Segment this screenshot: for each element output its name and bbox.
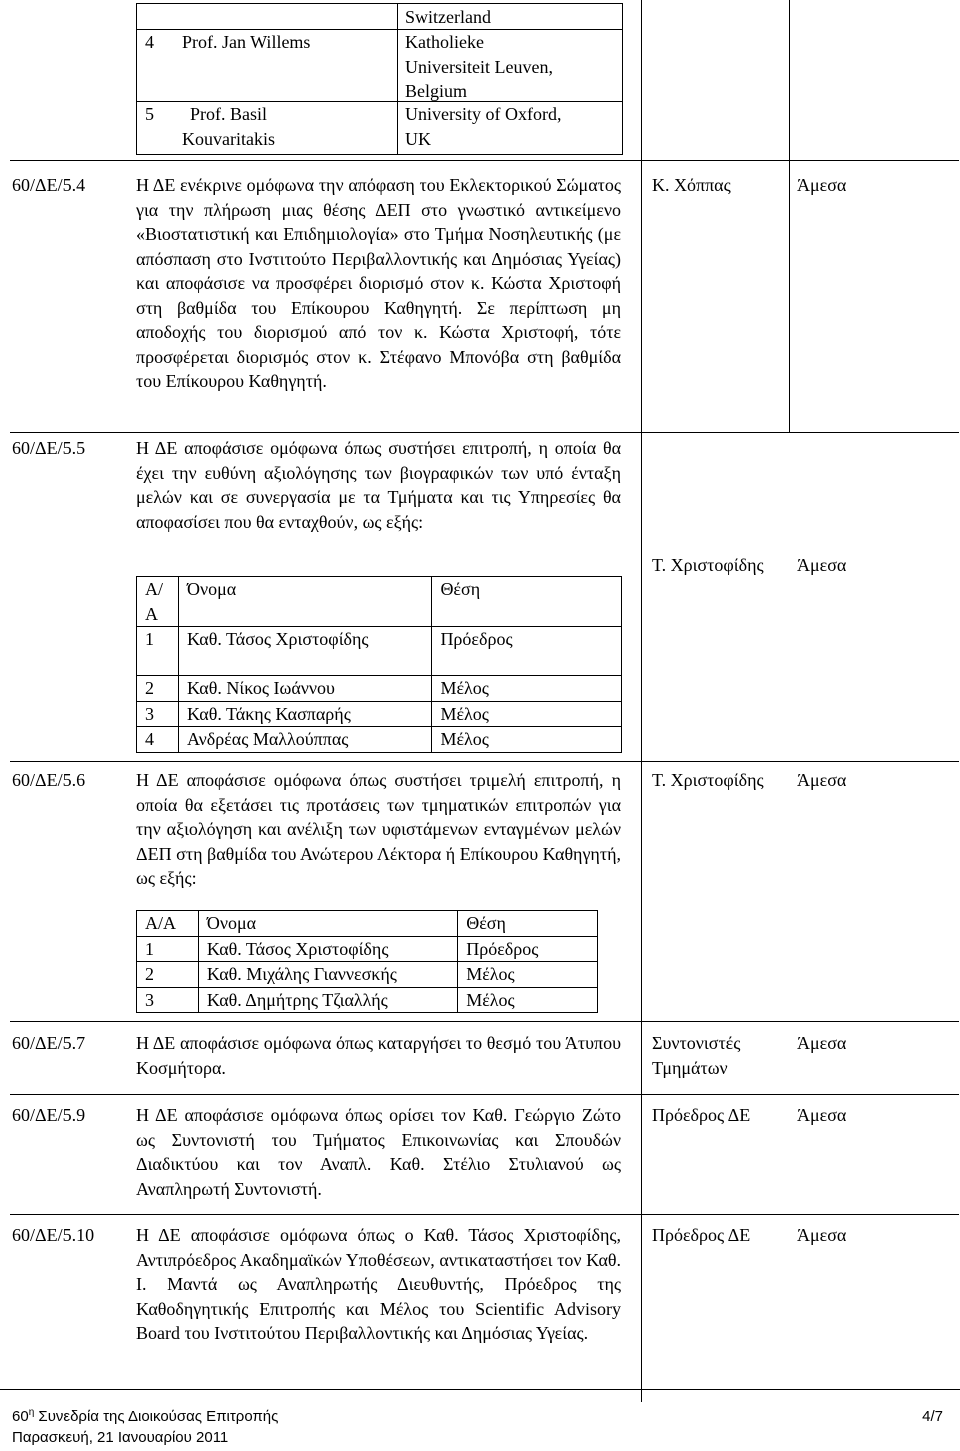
decision-id: 60/ΔΕ/5.5 [12,438,86,458]
table-cell: 3 [137,701,179,727]
table-cell: 2 [137,962,199,988]
table-cell: 1 [137,627,179,676]
table-cell: Καθ. Δημήτρης Τζιαλλής [198,987,457,1013]
decision-id: 60/ΔΕ/5.6 [12,770,86,790]
decision-responsible: Τ. Χριστοφίδης [652,770,764,790]
table-row [137,676,622,702]
table-cell: Πρόεδρος [432,627,622,676]
footer-rule [0,1389,960,1390]
table-row [137,936,598,962]
decision-text: Η ΔΕ αποφάσισε ομόφωνα όπως συστήσει επιτροπή, η οποία θα έχει την ευθύνη αξιολόγησης των βιογραφικών των υπό ένταξη μελών και σε συνεργασία με τα Τμήματα και τις Υπηρεσίες θα αποφασίσει που θα ενταχθούν, ως εξής: [136,438,621,532]
column-divider [641,0,642,1402]
decision-responsible: Τ. Χριστοφίδης [652,555,764,575]
decision-text: Η ΔΕ αποφάσισε ομόφωνα όπως καταργήσει το θεσμό του Άτυπου Κοσμήτορα. [136,1033,621,1078]
header-cell: Α/Α [137,577,179,627]
decision-timing: Άμεσα [797,1105,847,1125]
table-cell: 3 [137,987,199,1013]
committee-table [136,576,622,753]
decision-responsible: Πρόεδρος ΔΕ [652,1105,751,1125]
table-cell: 4 [137,727,179,753]
row-divider [10,1021,959,1022]
header-cell: Θέση [458,911,598,937]
table-cell: Μέλος [458,987,598,1013]
row-divider [10,432,959,433]
decision-text: Η ΔΕ αποφάσισε ομόφωνα όπως ορίσει τον Καθ. Γεώργιο Ζώτο ως Συντονιστή του Τμήματος Επικοινωνίας και Σπουδών Διαδικτύου και τον Αναπλ. Καθ. Στέλιο Στυλιανού ως Αναπληρωτή Συντονιστή. [136,1105,621,1199]
table-cell: 2 [137,676,179,702]
table-cell: Μέλος [432,701,622,727]
table-cell: Μέλος [432,727,622,753]
table-cell: Μέλος [458,962,598,988]
decision-timing: Άμεσα [797,770,847,790]
decision-id: 60/ΔΕ/5.9 [12,1105,86,1125]
row-divider [10,1214,959,1215]
uni-row-num: 5 [145,104,154,124]
table-row [137,962,598,988]
column-divider [789,0,790,432]
decision-text: Η ΔΕ αποφάσισε ομόφωνα όπως συστήσει τριμελή επιτροπή, η οποία θα εξετάσει τις προτάσεις των τμηματικών επιτροπών για την αξιολόγηση και ανέλιξη των υφιστάμενων ενταγμένων μελών ΔΕΠ στη βαθμίδα του Ανώτερου Λέκτορα ή Επίκουρου Καθηγητή, ως εξής: [136,770,621,888]
uni-row-num: 4 [145,32,154,52]
table-cell: Καθ. Νίκος Ιωάννου [178,676,431,702]
footer-date: Παρασκευή, 21 Ιανουαρίου 2011 [12,1429,229,1446]
table-row [137,701,622,727]
table-row [137,987,598,1013]
column-divider [397,3,398,154]
decision-id: 60/ΔΕ/5.4 [12,175,86,195]
row-divider [10,761,959,762]
decision-text: Η ΔΕ ενέκρινε ομόφωνα την απόφαση του Εκλεκτορικού Σώματος για την πλήρωση μιας θέσης ΔΕΠ στο γνωστικό αντικείμενο «Βιοστατιστική και Επιδημιολογία» στο Τμήμα Νοσηλευτικής (με απόσπαση στο Ινστιτούτο Περιβαλλοντικής και Δημόσιας Υγείας) και αποφάσισε να προσφέρει διορισμό στον κ. Κώστα Χριστοφή στη βαθμίδα του Επίκουρου Καθηγητή. Σε περίπτωση μη αποδοχής του διορισμού από τον κ. Κώστα Χριστοφή, τότε προσφέρεται διορισμός στον κ. Στέφανο Μπονόβα στη βαθμίδα του Επίκουρου Καθηγητή. [136,175,621,391]
decision-responsible: Κ. Χόππας [652,175,731,195]
uni-row-name: Prof. Basil Kouvaritakis [182,104,275,149]
table-cell: Καθ. Τάκης Κασπαρής [178,701,431,727]
decision-responsible: Συντονιστές Τμημάτων [652,1033,741,1078]
decision-timing: Άμεσα [797,1033,847,1053]
table-row [137,627,622,676]
decision-id: 60/ΔΕ/5.7 [12,1033,86,1053]
decision-timing: Άμεσα [797,555,847,575]
decision-timing: Άμεσα [797,175,847,195]
table-cell: Μέλος [432,676,622,702]
page-number: 4/7 [922,1408,943,1425]
table-cell: Καθ. Μιχάλης Γιαννεσκής [198,962,457,988]
uni-row-name: Prof. Jan Willems [182,32,311,52]
table-cell: Ανδρέας Μαλλούππας [178,727,431,753]
table-row [137,727,622,753]
table-cell: Καθ. Τάσος Χριστοφίδης [178,627,431,676]
header-cell: Όνομα [178,577,431,627]
table-header-row [137,911,598,937]
row-divider [10,1094,959,1095]
row-divider [10,160,959,161]
footer-session: $60^\eta$ Συνεδρία της Διοικούσας Επιτροπής [12,1407,279,1425]
decision-responsible: Πρόεδρος ΔΕ [652,1225,751,1245]
decision-id: 60/ΔΕ/5.10 [12,1225,95,1245]
table-cell: Πρόεδρος [458,936,598,962]
header-cell: Θέση [432,577,622,627]
header-cell: Όνομα [198,911,457,937]
table-cell: 1 [137,936,199,962]
committee-table [136,910,598,1013]
decision-timing: Άμεσα [797,1225,847,1245]
table-header-row [137,577,622,627]
uni-country: Switzerland [405,7,491,27]
uni-row-inst: Katholieke Universiteit Leuven, Belgium [405,32,553,101]
decision-text: Η ΔΕ αποφάσισε ομόφωνα όπως ο Καθ. Τάσος Χριστοφίδης, Αντιπρόεδρος Ακαδημαϊκών Υποθέσεων, αντικαταστήσει τον Καθ. Ι. Μαντά ως Αναπληρωτής Διευθυντής, Πρόεδρος της Καθοδηγητικής Επιτροπής και Μέλος του Scientific Advisory Board του Ινστιτούτου Περιβαλλοντικής και Δημόσιας Υγείας. [136,1225,621,1343]
header-cell: Α/Α [137,911,199,937]
uni-row-inst: University of Oxford, UK [405,104,562,149]
table-cell: Καθ. Τάσος Χριστοφίδης [198,936,457,962]
